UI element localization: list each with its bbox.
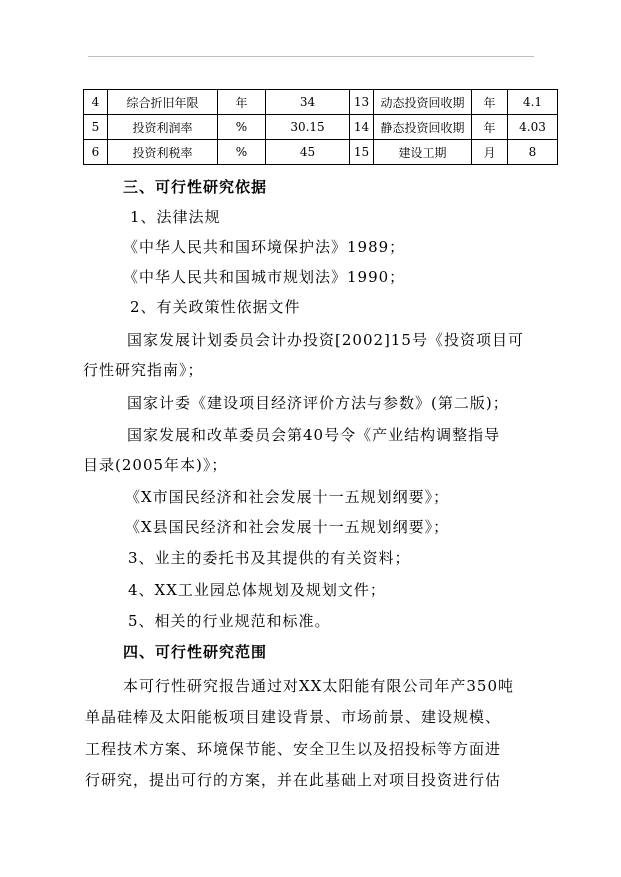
row-number: 14 xyxy=(350,115,374,140)
row-number: 6 xyxy=(84,140,108,165)
header-rule xyxy=(88,56,534,57)
indicator-value: 8 xyxy=(508,140,558,165)
indicator-unit: 年 xyxy=(472,115,508,140)
policy-entry: 《X县国民经济和社会发展十一五规划纲要》； xyxy=(125,518,450,536)
scope-paragraph-line: 单晶硅棒及太阳能板项目建设背景、市场前景、建设规模、 xyxy=(85,708,502,726)
indicator-value: 34 xyxy=(266,90,350,115)
table-row xyxy=(84,115,558,140)
indicator-unit: 年 xyxy=(472,90,508,115)
policy-entry-continued: 目录(2005年本)》； xyxy=(83,456,228,474)
indicator-name: 建设工期 xyxy=(374,140,472,165)
indicator-unit: % xyxy=(218,115,266,140)
indicator-name: 投资利税率 xyxy=(108,140,218,165)
basis-item-standards: 5、相关的行业规范和标准。 xyxy=(128,612,331,630)
metrics-table xyxy=(83,89,558,165)
scope-paragraph-line: 行研究，提出可行的方案，并在此基础上对项目投资进行估 xyxy=(85,771,502,789)
policy-entry: 国家发展和改革委员会第40号令《产业结构调整指导 xyxy=(127,426,501,444)
law-entry: 《中华人民共和国城市规划法》1990； xyxy=(123,268,406,286)
table-row xyxy=(84,90,558,115)
policy-entry-continued: 行性研究指南》； xyxy=(83,361,204,379)
basis-item-planning: 4、XX工业园总体规划及规划文件； xyxy=(128,581,386,599)
basis-item-policies: 2、有关政策性依据文件 xyxy=(130,298,301,316)
indicator-unit: 年 xyxy=(218,90,266,115)
indicator-name: 综合折旧年限 xyxy=(108,90,218,115)
indicator-name: 投资利润率 xyxy=(108,115,218,140)
section-heading-scope: 四、可行性研究范围 xyxy=(123,643,268,661)
basis-item-laws: 1、法律法规 xyxy=(130,208,221,226)
policy-entry: 《X市国民经济和社会发展十一五规划纲要》； xyxy=(125,488,450,506)
basis-item-client: 3、业主的委托书及其提供的有关资料； xyxy=(128,549,411,567)
row-number: 5 xyxy=(84,115,108,140)
indicator-value: 45 xyxy=(266,140,350,165)
policy-entry: 国家发展计划委员会计办投资[2002]15号《投资项目可 xyxy=(127,331,524,349)
scope-paragraph-line: 本可行性研究报告通过对XX太阳能有限公司年产350吨 xyxy=(123,677,514,695)
row-number: 13 xyxy=(350,90,374,115)
policy-entry: 国家计委《建设项目经济评价方法与参数》(第二版)； xyxy=(127,394,509,412)
row-number: 15 xyxy=(350,140,374,165)
scope-paragraph-line: 工程技术方案、环境保节能、安全卫生以及招投标等方面进 xyxy=(85,740,502,758)
table-row xyxy=(84,140,558,165)
law-entry: 《中华人民共和国环境保护法》1989； xyxy=(123,238,406,256)
section-heading-basis: 三、可行性研究依据 xyxy=(123,178,268,196)
indicator-value: 4.1 xyxy=(508,90,558,115)
indicator-unit: 月 xyxy=(472,140,508,165)
indicator-value: 4.03 xyxy=(508,115,558,140)
indicator-value: 30.15 xyxy=(266,115,350,140)
row-number: 4 xyxy=(84,90,108,115)
indicator-name: 动态投资回收期 xyxy=(374,90,472,115)
indicator-unit: % xyxy=(218,140,266,165)
indicator-name: 静态投资回收期 xyxy=(374,115,472,140)
